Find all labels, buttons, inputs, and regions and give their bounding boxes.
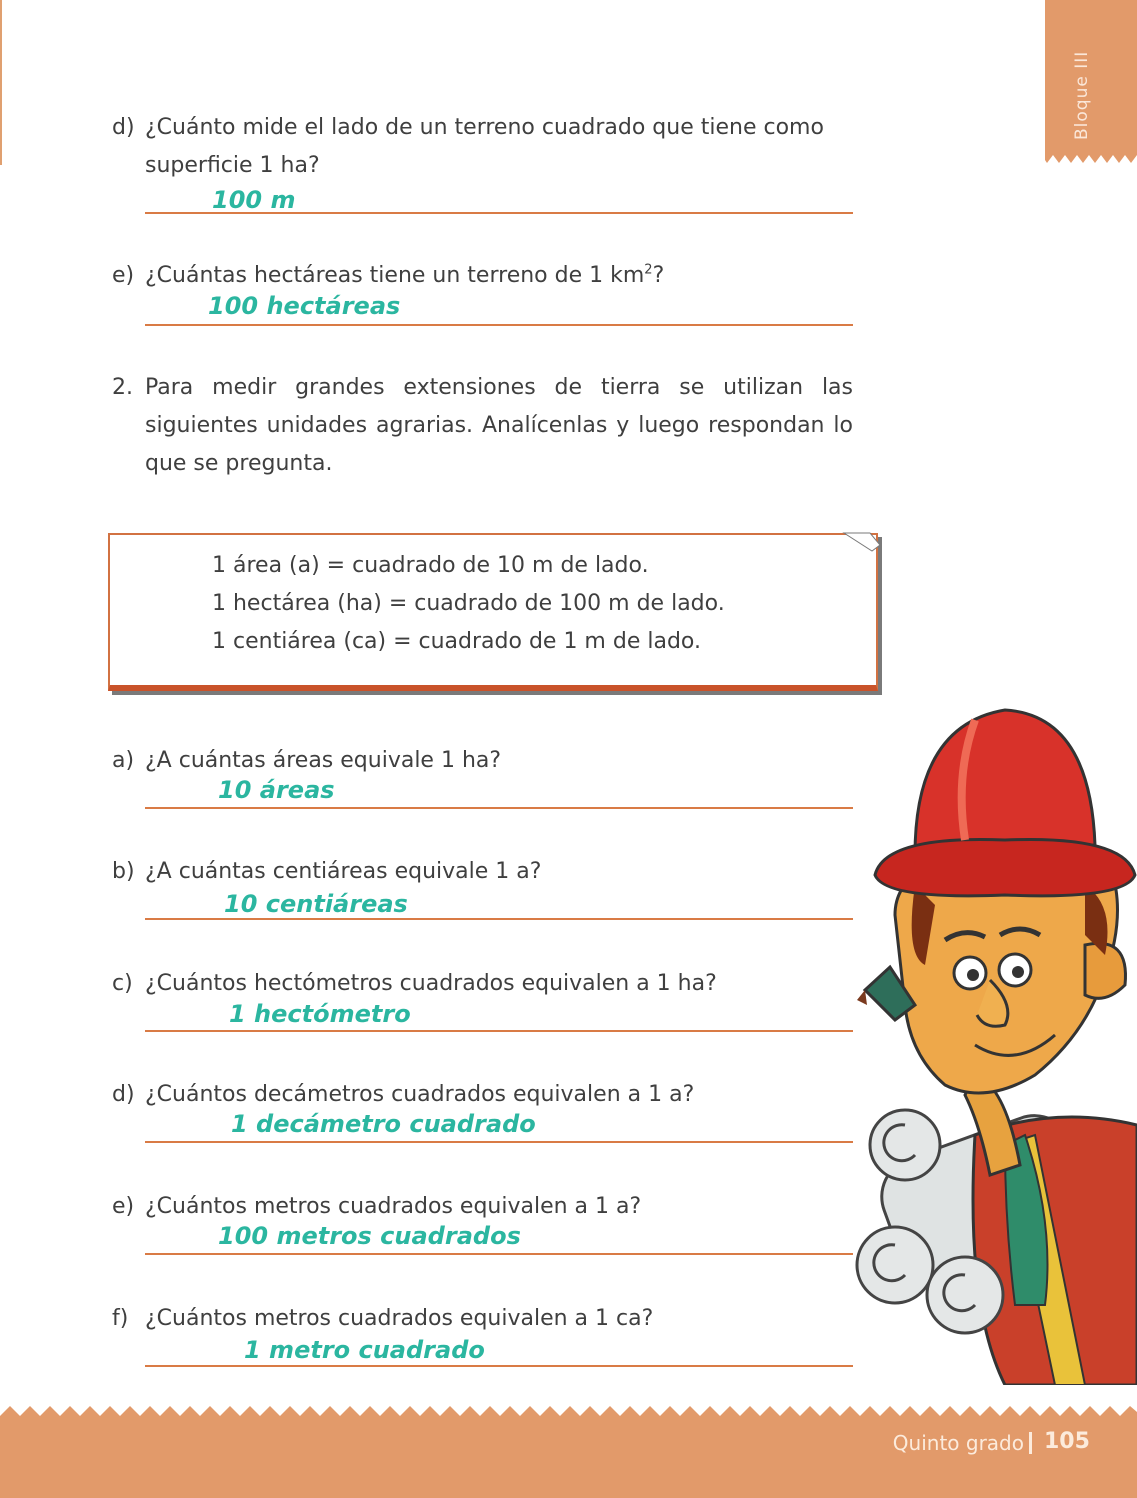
answer-line [145,918,853,920]
answer-line [145,807,853,809]
engineer-character-illustration [855,705,1137,1385]
question-text: ¿Cuántos metros cuadrados equivalen a 1 ca? [145,1306,654,1331]
folded-corner [842,531,882,555]
question-2-text: Para medir grandes extensiones de tierra se utilizan las siguientes unidades agrarias. Analícenlas y luego respondan lo que se pregunta. [145,375,853,476]
footer-divider [1029,1432,1032,1454]
question-text: ¿Cuántos metros cuadrados equivalen a 1 a? [145,1194,642,1219]
question-text-continued: superficie 1 ha? [145,153,320,178]
answer-line [145,1141,853,1143]
unit-definition-centiare: 1 centiárea (ca) = cuadrado de 1 m de lado. [212,629,701,654]
question-letter: c) [112,971,133,996]
question-letter: a) [112,748,135,773]
answer-1d: 100 m [212,186,296,214]
answer-line [145,324,853,326]
section-tab-label: Bloque III [1072,50,1092,140]
question-letter: f) [112,1306,129,1331]
answer-e: 100 metros cuadrados [218,1222,521,1250]
answer-line [145,1253,853,1255]
question-text: ¿Cuántos hectómetros cuadrados equivalen a 1 ha? [145,971,717,996]
answer-line [145,1030,853,1032]
question-letter: d) [112,115,135,140]
answer-line [145,1365,853,1367]
page-number: 105 [1044,1429,1090,1454]
unit-definition-hectare: 1 hectárea (ha) = cuadrado de 100 m de lado. [212,591,725,616]
question-text: ¿Cuánto mide el lado de un terreno cuadrado que tiene como [145,115,824,140]
question-letter: b) [112,859,135,884]
unit-definition-area: 1 área (a) = cuadrado de 10 m de lado. [212,553,649,578]
answer-d: 1 decámetro cuadrado [231,1110,536,1138]
question-letter: e) [112,263,135,288]
answer-c: 1 hectómetro [229,1000,411,1028]
question-text: ¿A cuántas áreas equivale 1 ha? [145,748,502,773]
question-text: ¿Cuántos decámetros cuadrados equivalen a 1 a? [145,1082,695,1107]
answer-f: 1 metro cuadrado [244,1336,485,1364]
page-edge-mark [0,0,2,165]
footer-grade-label: Quinto grado [892,1431,1024,1455]
question-text: ¿A cuántas centiáreas equivale 1 a? [145,859,542,884]
question-letter: e) [112,1194,135,1219]
answer-b: 10 centiáreas [224,890,408,918]
answer-a: 10 áreas [218,776,335,804]
question-text: ¿Cuántas hectáreas tiene un terreno de 1 $km^2$? [145,262,665,288]
units-definition-box [108,533,878,691]
question-number-2: 2. [112,375,133,400]
answer-line [145,212,853,214]
question-letter: d) [112,1082,135,1107]
answer-1e: 100 hectáreas [208,292,401,320]
